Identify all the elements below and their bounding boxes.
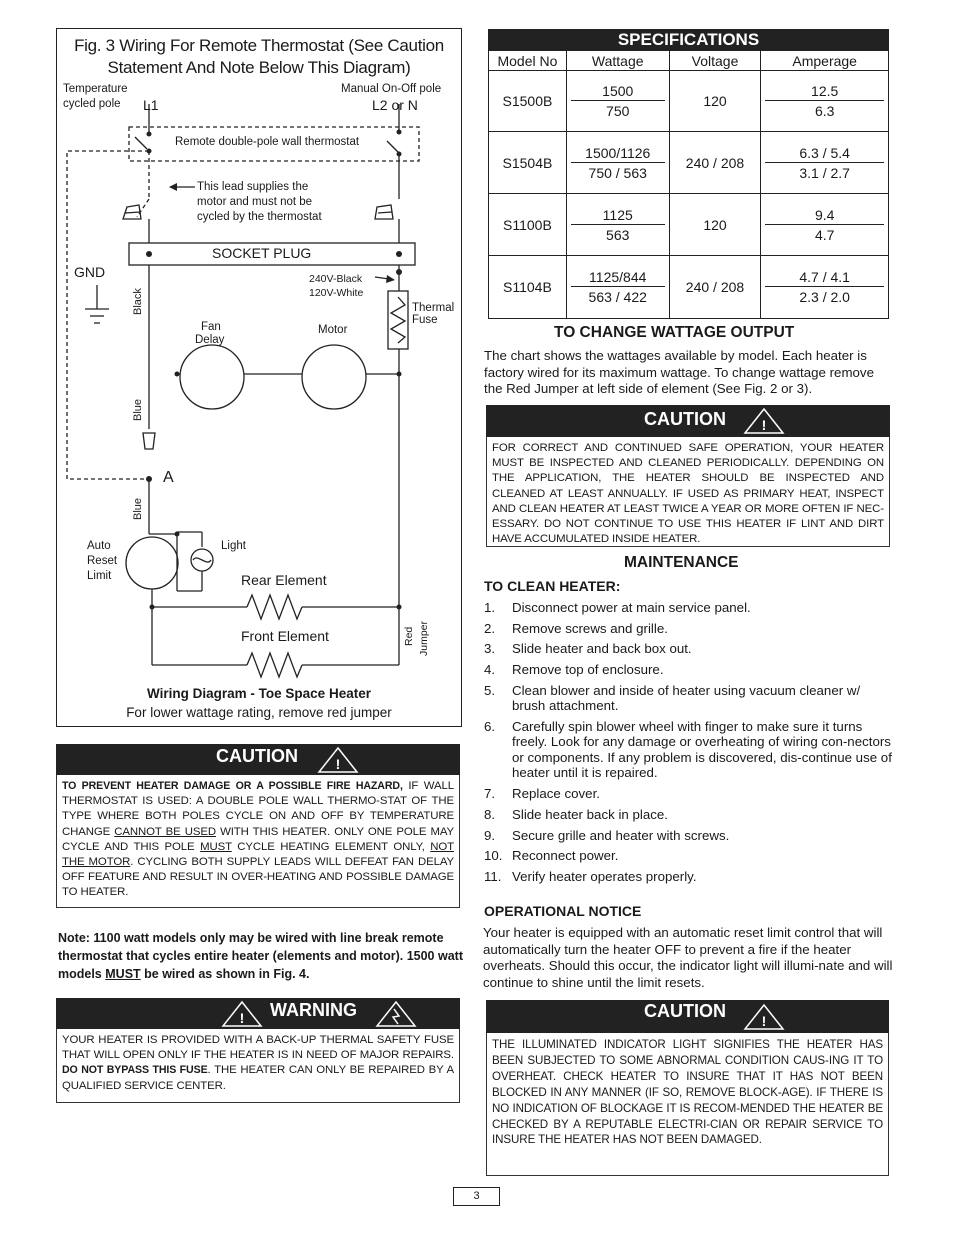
label-lead-note-2: motor and must not be: [197, 196, 313, 208]
cell-amperage: 6.3 / 5.4 3.1 / 2.7: [761, 132, 889, 194]
cell-model: S1104B: [489, 256, 567, 319]
label-manual-pole: Manual On-Off pole: [341, 83, 442, 95]
specifications-heading: SPECIFICATIONS: [488, 29, 889, 50]
list-item: 4. Remove top of enclosure.: [484, 662, 664, 678]
wiring-diagram: [57, 29, 461, 726]
label-delay: Delay: [195, 334, 225, 346]
list-item: 1. Disconnect power at main service panel.: [484, 600, 751, 615]
table-header-row: [489, 51, 889, 71]
caution-heading-right-1: CAUTION: [644, 409, 726, 429]
cell-model: S1504B: [489, 132, 567, 194]
terminal-l1-top: [147, 132, 152, 137]
label-motor: Motor: [318, 324, 348, 336]
label-temperature: Temperature: [63, 83, 128, 95]
terminal-l2-top: [397, 130, 402, 135]
label-limit: Limit: [87, 570, 112, 582]
warning-banner: [56, 998, 460, 1029]
operational-heading: OPERATIONAL NOTICE: [484, 903, 642, 919]
label-red: Red: [403, 626, 415, 646]
table-row: [489, 256, 889, 319]
cell-amperage: 4.7 / 4.1 2.3 / 2.0: [761, 256, 889, 319]
cell-voltage: 120: [669, 194, 761, 256]
specifications-table: [488, 50, 889, 319]
label-fuse: Fuse: [412, 314, 438, 326]
label-l1: L1: [143, 97, 159, 113]
label-cycled-pole: cycled pole: [63, 98, 121, 110]
list-item: 5. Clean blower and inside of heater using vacuum cleaner w/ brush attachment.: [484, 682, 861, 714]
warning-triangle-icon: [316, 745, 360, 775]
wire-nut-blue: [143, 433, 155, 449]
label-auto: Auto: [87, 540, 111, 552]
label-jumper: Jumper: [418, 620, 430, 656]
operational-body: Your heater is equipped with an automatic reset limit control that will automatically turn the heater OFF to prevent a fire if the heater overheats. Should this occur, the indicator light will illumi-nate and will continue to shine until the limit resets.: [483, 925, 893, 990]
caution-banner-left: [56, 744, 460, 775]
label-thermostat: Remote double-pole wall thermostat: [175, 136, 360, 148]
caution-banner-right-1: [486, 405, 890, 437]
label-fan: Fan: [201, 321, 221, 333]
caution-heading-right-2: CAUTION: [644, 1001, 726, 1021]
cell-amperage: 9.4 4.7: [761, 194, 889, 256]
list-item: 2. Remove screws and grille.: [484, 620, 668, 636]
label-240v: 240V-Black: [309, 273, 363, 285]
svg-text:!: !: [761, 1013, 767, 1029]
label-gnd: GND: [74, 264, 106, 280]
list-item: 11. Verify heater operates properly.: [484, 868, 697, 884]
caution-heading-left: CAUTION: [216, 746, 298, 766]
caution-text-right-1: FOR CORRECT AND CONTINUED SAFE OPERATION, YOUR HEATER MUST BE INSPECTED AND CLEANED PERIODICALLY. DEPENDING ON THE APPLICATION, THE HEATER SHOULD BE INSPECTED AND CLEANED AT LEAST ANNUALLY. IF USED AS PRIMARY HEAT, INSPECT AND CLEAN HEATER AT LEAST TWICE A YEAR OR MORE OFTEN IF NEC-ESSARY. DO NOT CONTINUE TO USE THIS HEATER IF LINT AND DIRT HAVE ACCUMULATED INSIDE HEATER.: [486, 437, 890, 547]
caution-text-right-2: THE ILLUMINATED INDICATOR LIGHT SIGNIFIES THE HEATER HAS BEEN SUBJECTED TO SOME ABNORMAL CONDITION CAUS-ING IT TO OVERHEAT. CHECK HEATER TO INSURE THAT IT HAS NOT BEEN BLOCKED IN ANY MANNER (IF SO, REMOVE BLOCK-AGE). IF THERE IS NO INDICATION OF BLOCKAGE IT IS RECOM-MENDED THE HEATER BE CHECKED BY A REPUTABLE ELECTRI-CIAN OR REPAIR SERVICE TO INSURE THE HEATER HAS NOT BEEN DAMAGED.: [486, 1033, 889, 1176]
fan-delay-circle: [180, 345, 244, 409]
warning-triangle-icon: [742, 406, 786, 436]
cell-model: S1100B: [489, 194, 567, 256]
wiring-diagram-figure: [56, 28, 462, 727]
figure-caption: Wiring Diagram - Toe Space Heater For lower wattage rating, remove red jumper: [126, 686, 392, 720]
cell-wattage: 1500 750: [566, 71, 669, 132]
note-1100-watt: Note: 1100 watt models only may be wired with line break remote thermostat that cycles entire heater (elements and motor). 1500 watt models MUST be wired as shown in Fig. 4.: [58, 931, 463, 981]
col-model: Model No: [489, 51, 567, 71]
label-rear-element: Rear Element: [241, 572, 327, 588]
rear-element: [247, 595, 302, 619]
table-row: [489, 194, 889, 256]
col-voltage: Voltage: [669, 51, 761, 71]
col-wattage: Wattage: [566, 51, 669, 71]
svg-text:!: !: [335, 756, 341, 772]
label-front-element: Front Element: [241, 628, 329, 644]
list-item: 3. Slide heater and back box out.: [484, 641, 692, 657]
warning-triangle-icon: [742, 1002, 786, 1032]
page-number: 3: [453, 1187, 500, 1206]
warning-triangle-icon: [220, 999, 264, 1029]
label-120v: 120V-White: [309, 287, 364, 299]
cell-model: S1500B: [489, 71, 567, 132]
label-thermal: Thermal: [412, 302, 455, 314]
cell-voltage: 120: [669, 71, 761, 132]
table-row: [489, 71, 889, 132]
cell-wattage: 1500/1126 750 / 563: [566, 132, 669, 194]
col-amperage: Amperage: [761, 51, 889, 71]
cell-wattage: 1125/844 563 / 422: [566, 256, 669, 319]
svg-text:!: !: [761, 417, 767, 433]
cleaning-steps-list: [484, 600, 894, 890]
warning-heading: WARNING: [270, 1000, 357, 1020]
wattage-body: The chart shows the wattages available by model. Each heater is factory wired for its maximum wattage. To change wattage remove the Red Jumper at left side of element (See Fig. 2 or 3).: [484, 348, 874, 396]
label-light: Light: [221, 540, 246, 552]
label-lead-note-1: This lead supplies the: [197, 181, 309, 193]
label-blue-upper: Blue: [132, 398, 144, 421]
label-socket-plug: SOCKET PLUG: [212, 245, 312, 261]
cell-wattage: 1125 563: [566, 194, 669, 256]
auto-reset-limit: [126, 537, 178, 589]
point-a-dot: [146, 476, 152, 482]
thermal-fuse: [388, 291, 408, 349]
wattage-heading: TO CHANGE WATTAGE OUTPUT: [554, 324, 795, 341]
warning-text: YOUR HEATER IS PROVIDED WITH A BACK-UP THERMAL SAFETY FUSE THAT WILL OPEN ONLY IF THE HEATER IS IN NEED OF MAJOR REPAIRS. DO NOT BYPASS THIS FUSE. THE HEATER CAN ONLY BE REPAIRED BY A QUALIFIED SERVICE CENTER.: [56, 1029, 460, 1103]
cell-voltage: 240 / 208: [669, 132, 761, 194]
svg-text:!: !: [239, 1010, 245, 1026]
caution-banner-right-2: [486, 1000, 889, 1033]
clean-heater-heading: TO CLEAN HEATER:: [484, 578, 621, 594]
maintenance-heading: MAINTENANCE: [624, 554, 739, 571]
table-row: [489, 132, 889, 194]
label-black: Black: [132, 288, 144, 315]
figure-title: Fig. 3 Wiring For Remote Thermostat (See Caution Statement And Note Below This Diagram): [74, 36, 444, 77]
list-item: 8. Slide heater back in place.: [484, 806, 668, 822]
label-reset: Reset: [87, 555, 118, 567]
front-element: [247, 653, 302, 677]
motor-circle: [302, 345, 366, 409]
label-lead-note-3: cycled by the thermostat: [197, 211, 322, 223]
list-item: 10. Reconnect power.: [484, 848, 619, 864]
caution-text-left: TO PREVENT HEATER DAMAGE OR A POSSIBLE FIRE HAZARD, IF WALL THERMOSTAT IS USED: A DOUBLE POLE WALL THERMO-STAT OF THE TYPE WHERE BOTH POLES CYCLE ON AND OFF BY TEMPERATURE CHANGE CANNOT BE USED WITH THIS HEATER. ONLY ONE POLE MAY CYCLE AND THIS POLE MUST CYCLE HEATING ELEMENT ONLY, NOT THE MOTOR. CYCLING BOTH SUPPLY LEADS WILL DEFEAT FAN DELAY OFF FEATURE AND RESULT IN OVER-HEATING AND POSSIBLE DAMAGE TO HEATER.: [56, 775, 460, 908]
label-l2: L2 or N: [372, 97, 418, 113]
list-item: 7. Replace cover.: [484, 786, 600, 802]
label-blue-lower: Blue: [132, 497, 144, 520]
list-item: 6. Carefully spin blower wheel with finger to make sure it turns freely. Look for any damage or overheating of wiring con-nectors or components. If any problem is discovered, dis-continue use of heater until it is repaired.: [484, 718, 892, 781]
cell-amperage: 12.5 6.3: [761, 71, 889, 132]
label-point-a: A: [163, 469, 174, 486]
cell-voltage: 240 / 208: [669, 256, 761, 319]
electric-shock-icon: [374, 999, 418, 1029]
list-item: 9. Secure grille and heater with screws.: [484, 827, 730, 843]
